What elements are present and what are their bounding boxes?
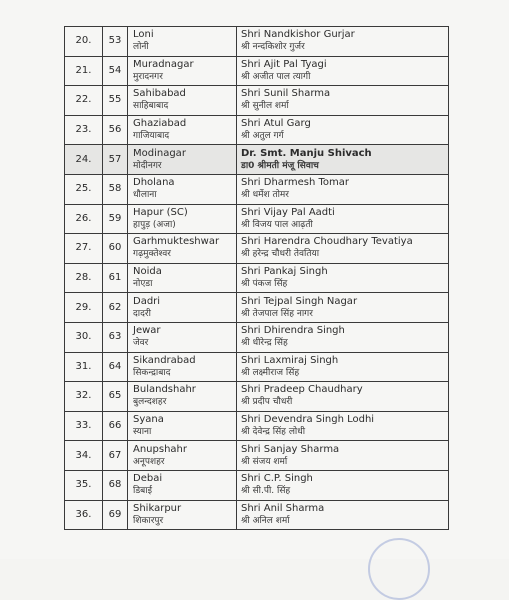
candidate-name-english: Shri C.P. Singh (241, 473, 313, 485)
constituency-number-cell (103, 382, 128, 412)
candidate-name-english: Shri Vijay Pal Aadti (241, 206, 335, 218)
candidate-name-cell (237, 352, 449, 382)
constituency-name-hindi: साहिबाबाद (133, 101, 169, 112)
constituency-name-english: Modinagar (133, 147, 186, 159)
candidate-name-english: Shri Laxmiraj Singh (241, 354, 339, 366)
constituency-number: 53 (108, 35, 122, 47)
candidate-name-english: Shri Dharmesh Tomar (241, 177, 349, 189)
constituency-number-cell (103, 145, 128, 175)
constituency-name-cell (128, 204, 237, 234)
constituency-name-english: Muradnagar (133, 58, 194, 70)
constituency-number-cell (103, 352, 128, 382)
constituency-name-english: Dholana (133, 177, 175, 189)
constituency-name-english: Loni (133, 29, 154, 41)
constituency-name-cell (128, 322, 237, 352)
table-row (65, 56, 449, 86)
constituency-number-cell (103, 411, 128, 441)
serial-number: 21. (75, 64, 92, 76)
serial-number-cell (65, 86, 103, 116)
candidate-name-cell (237, 115, 449, 145)
serial-number-cell (65, 263, 103, 293)
serial-number-cell (65, 470, 103, 500)
serial-number: 29. (75, 301, 92, 313)
constituency-name-hindi: नोएडा (133, 279, 153, 290)
candidate-name-cell (237, 56, 449, 86)
constituency-number-cell (103, 441, 128, 471)
candidate-name-hindi: श्री विजय पाल आढ़ती (241, 219, 313, 230)
constituency-number: 68 (108, 479, 122, 491)
constituency-number: 59 (108, 212, 122, 224)
constituency-number: 57 (108, 153, 122, 165)
constituency-name-english: Syana (133, 414, 164, 426)
candidate-name-hindi: श्री लक्ष्मीराज सिंह (241, 367, 300, 378)
constituency-name-cell (128, 352, 237, 382)
constituency-name-english: Sahibabad (133, 88, 186, 100)
table-row (65, 293, 449, 323)
candidate-table-body (65, 27, 449, 530)
constituency-number: 54 (108, 64, 122, 76)
constituency-name-hindi: अनूपशहर (133, 456, 165, 467)
candidate-name-english: Shri Anil Sharma (241, 502, 325, 514)
candidate-name-cell (237, 441, 449, 471)
candidate-name-hindi: श्री धीरेन्द्र सिंह (241, 338, 288, 349)
serial-number: 22. (75, 94, 92, 106)
constituency-number: 65 (108, 390, 122, 402)
serial-number-cell (65, 56, 103, 86)
candidate-name-hindi: श्री सी.पी. सिंह (241, 486, 291, 497)
candidate-name-english: Shri Sanjay Sharma (241, 443, 340, 455)
candidate-name-hindi: श्री नन्दकिशोर गुर्जर (241, 42, 305, 53)
candidate-name-hindi: श्री अतुल गर्ग (241, 131, 284, 142)
constituency-name-cell (128, 411, 237, 441)
serial-number: 20. (75, 35, 92, 47)
table-row (65, 145, 449, 175)
serial-number-cell (65, 174, 103, 204)
constituency-name-cell (128, 115, 237, 145)
candidate-name-cell (237, 86, 449, 116)
constituency-number-cell (103, 500, 128, 530)
constituency-name-english: Debai (133, 473, 163, 485)
constituency-number-cell (103, 322, 128, 352)
candidate-name-english: Shri Atul Garg (241, 118, 311, 130)
constituency-name-cell (128, 470, 237, 500)
constituency-number-cell (103, 115, 128, 145)
serial-number: 31. (75, 360, 92, 372)
constituency-number: 55 (108, 94, 122, 106)
constituency-number: 58 (108, 183, 122, 195)
candidate-name-cell (237, 382, 449, 412)
constituency-name-hindi: स्याना (133, 427, 152, 438)
table-row (65, 204, 449, 234)
table-row (65, 86, 449, 116)
serial-number-cell (65, 441, 103, 471)
candidate-name-hindi: श्री अनिल शर्मा (241, 515, 290, 526)
constituency-number: 66 (108, 420, 122, 432)
candidate-name-hindi: श्री संजय शर्मा (241, 456, 288, 467)
serial-number: 35. (75, 479, 92, 491)
constituency-name-english: Anupshahr (133, 443, 187, 455)
candidate-name-cell (237, 293, 449, 323)
candidate-name-english: Shri Dhirendra Singh (241, 325, 345, 337)
candidate-name-cell (237, 470, 449, 500)
candidate-name-english: Shri Tejpal Singh Nagar (241, 295, 358, 307)
serial-number-cell (65, 352, 103, 382)
constituency-number-cell (103, 293, 128, 323)
constituency-number-cell (103, 86, 128, 116)
serial-number: 30. (75, 331, 92, 343)
candidate-name-cell (237, 234, 449, 264)
serial-number-cell (65, 27, 103, 57)
table-row (65, 382, 449, 412)
constituency-number-cell (103, 234, 128, 264)
candidate-name-cell (237, 174, 449, 204)
constituency-number: 67 (108, 449, 122, 461)
serial-number-cell (65, 204, 103, 234)
constituency-name-cell (128, 293, 237, 323)
candidate-name-english: Dr. Smt. Manju Shivach (241, 147, 372, 159)
constituency-name-english: Jewar (133, 325, 161, 337)
constituency-name-english: Ghaziabad (133, 118, 187, 130)
candidate-name-english: Shri Nandkishor Gurjar (241, 29, 355, 41)
constituency-name-english: Noida (133, 266, 162, 278)
candidate-table (64, 26, 449, 530)
candidate-name-hindi: श्री धर्मेश तोमर (241, 190, 289, 201)
table-row (65, 411, 449, 441)
constituency-name-cell (128, 27, 237, 57)
constituency-name-cell (128, 86, 237, 116)
serial-number: 34. (75, 449, 92, 461)
serial-number-cell (65, 382, 103, 412)
constituency-name-cell (128, 56, 237, 86)
table-row (65, 500, 449, 530)
constituency-number: 64 (108, 360, 122, 372)
candidate-name-hindi: श्री देवेन्द्र सिंह लोधी (241, 427, 306, 438)
candidate-name-cell (237, 411, 449, 441)
candidate-name-english: Shri Devendra Singh Lodhi (241, 414, 375, 426)
constituency-name-cell (128, 234, 237, 264)
candidate-name-cell (237, 27, 449, 57)
constituency-name-english: Bulandshahr (133, 384, 196, 396)
table-row (65, 174, 449, 204)
table-row (65, 322, 449, 352)
candidate-name-english: Shri Pradeep Chaudhary (241, 384, 363, 396)
constituency-name-hindi: मोदीनगर (133, 160, 162, 171)
constituency-number-cell (103, 204, 128, 234)
serial-number: 36. (75, 508, 92, 520)
constituency-number: 60 (108, 242, 122, 254)
table-row (65, 234, 449, 264)
table-row (65, 352, 449, 382)
constituency-name-english: Sikandrabad (133, 354, 196, 366)
serial-number-cell (65, 145, 103, 175)
candidate-name-english: Shri Ajit Pal Tyagi (241, 58, 327, 70)
constituency-name-hindi: दादरी (133, 308, 151, 319)
constituency-number: 61 (108, 272, 122, 284)
constituency-number: 62 (108, 301, 122, 313)
candidate-name-cell (237, 263, 449, 293)
constituency-name-hindi: गढ़मुक्तेश्वर (133, 249, 171, 260)
constituency-name-hindi: गाजियाबाद (133, 131, 170, 142)
serial-number-cell (65, 500, 103, 530)
serial-number: 23. (75, 124, 92, 136)
constituency-name-hindi: डिबाई (133, 486, 153, 497)
constituency-name-english: Hapur (SC) (133, 206, 188, 218)
candidate-name-hindi: श्री तेजपाल सिंह नागर (241, 308, 313, 319)
constituency-number-cell (103, 174, 128, 204)
constituency-name-hindi: मुरादनगर (133, 71, 163, 82)
constituency-number-cell (103, 470, 128, 500)
constituency-name-hindi: शिकारपुर (133, 515, 164, 526)
table-row (65, 115, 449, 145)
constituency-name-hindi: धौलाना (133, 190, 157, 201)
serial-number: 32. (75, 390, 92, 402)
table-row (65, 441, 449, 471)
constituency-name-hindi: जेवर (133, 338, 149, 349)
table-row (65, 263, 449, 293)
serial-number: 33. (75, 420, 92, 432)
constituency-name-hindi: बुलन्दशहर (133, 397, 167, 408)
candidate-name-hindi: डा0 श्रीमती मंजू सिवाच (241, 160, 319, 171)
seal-stamp (368, 538, 430, 600)
constituency-name-hindi: सिकन्द्राबाद (133, 367, 171, 378)
serial-number: 28. (75, 272, 92, 284)
serial-number-cell (65, 322, 103, 352)
constituency-number: 56 (108, 124, 122, 136)
constituency-name-cell (128, 500, 237, 530)
candidate-name-hindi: श्री सुनील शर्मा (241, 101, 289, 112)
serial-number: 27. (75, 242, 92, 254)
constituency-name-english: Dadri (133, 295, 161, 307)
serial-number: 25. (75, 183, 92, 195)
constituency-name-cell (128, 382, 237, 412)
constituency-number: 63 (108, 331, 122, 343)
serial-number-cell (65, 411, 103, 441)
constituency-number-cell (103, 27, 128, 57)
candidate-name-cell (237, 204, 449, 234)
constituency-name-cell (128, 441, 237, 471)
constituency-name-cell (128, 263, 237, 293)
candidate-name-cell (237, 145, 449, 175)
candidate-name-cell (237, 322, 449, 352)
table-row (65, 470, 449, 500)
candidate-name-english: Shri Sunil Sharma (241, 88, 331, 100)
candidate-name-cell (237, 500, 449, 530)
candidate-name-english: Shri Harendra Choudhary Tevatiya (241, 236, 413, 248)
candidate-name-hindi: श्री प्रदीप चौधरी (241, 397, 293, 408)
constituency-name-english: Shikarpur (133, 502, 182, 514)
constituency-name-cell (128, 174, 237, 204)
constituency-name-hindi: हापुड़ (अजा) (133, 219, 176, 230)
candidate-name-hindi: श्री पंकज सिंह (241, 279, 288, 290)
constituency-number-cell (103, 263, 128, 293)
candidate-name-hindi: श्री हरेन्द्र चौधरी तेवतिया (241, 249, 320, 260)
constituency-name-hindi: लोनी (133, 42, 149, 53)
constituency-name-cell (128, 145, 237, 175)
serial-number: 24. (75, 153, 92, 165)
serial-number-cell (65, 115, 103, 145)
serial-number-cell (65, 293, 103, 323)
constituency-number: 69 (108, 508, 122, 520)
serial-number-cell (65, 234, 103, 264)
constituency-name-english: Garhmukteshwar (133, 236, 220, 248)
table-row (65, 27, 449, 57)
candidate-name-hindi: श्री अजीत पाल त्यागी (241, 71, 311, 82)
constituency-number-cell (103, 56, 128, 86)
serial-number: 26. (75, 212, 92, 224)
candidate-name-english: Shri Pankaj Singh (241, 266, 328, 278)
